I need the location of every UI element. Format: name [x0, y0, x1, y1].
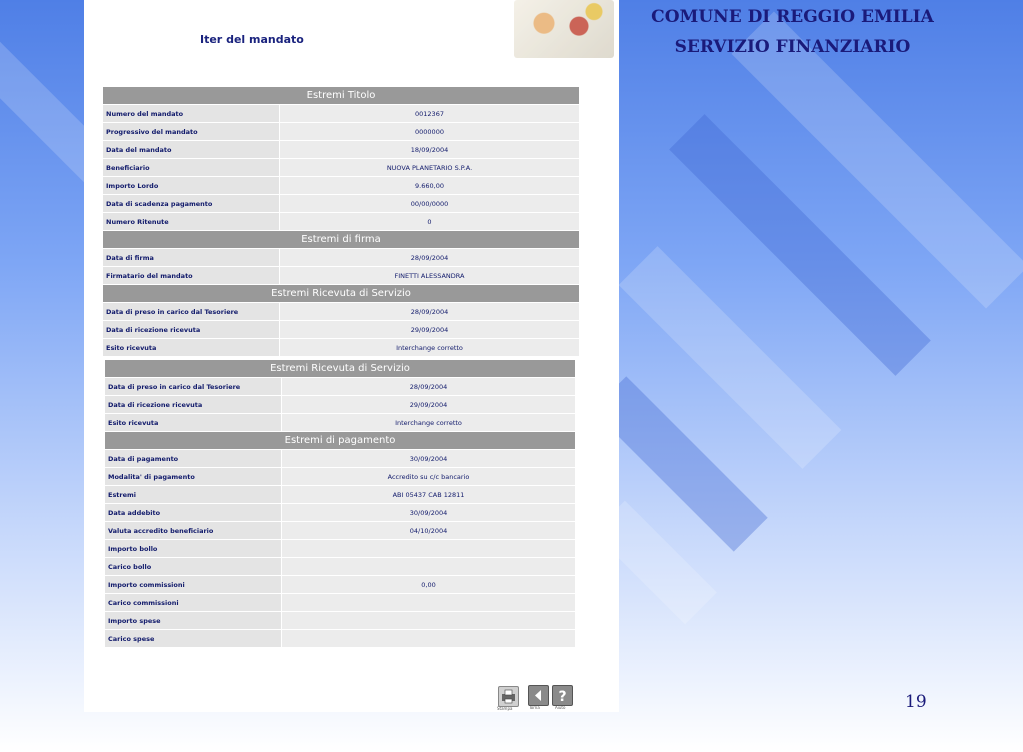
field-value: Interchange corretto [280, 339, 580, 357]
table-row [103, 303, 580, 321]
field-value: 28/09/2004 [280, 249, 580, 267]
page-number: 19 [905, 692, 927, 712]
table-row [103, 213, 580, 231]
print-label: Stampa [497, 706, 513, 711]
table-row [105, 540, 576, 558]
field-value: Accredito su c/c bancario [282, 468, 576, 486]
table-row [103, 195, 580, 213]
field-value: NUOVA PLANETARIO S.P.A. [280, 159, 580, 177]
field-label: Importo commissioni [105, 576, 282, 594]
section-header [105, 360, 576, 378]
back-button[interactable] [528, 685, 549, 706]
field-label: Carico bollo [105, 558, 282, 576]
table-row [105, 576, 576, 594]
field-value: 29/09/2004 [282, 396, 576, 414]
field-label: Data di pagamento [105, 450, 282, 468]
field-label: Carico spese [105, 630, 282, 648]
field-value [282, 612, 576, 630]
section-heading: Estremi di firma [103, 231, 580, 249]
field-value: 00/00/0000 [280, 195, 580, 213]
table-row [105, 558, 576, 576]
table-row [105, 612, 576, 630]
header-line-2: SERVIZIO FINANZIARIO [674, 37, 911, 57]
section-header [103, 285, 580, 303]
field-value: 0 [280, 213, 580, 231]
field-label: Data di ricezione ricevuta [105, 396, 282, 414]
field-value [282, 594, 576, 612]
section-heading: Estremi Ricevuta di Servizio [103, 285, 580, 303]
field-label: Data di preso in carico dal Tesoriere [105, 378, 282, 396]
table-row [103, 267, 580, 285]
mandate-table-bottom [104, 359, 576, 648]
field-label: Data di preso in carico dal Tesoriere [103, 303, 280, 321]
field-label: Data di ricezione ricevuta [103, 321, 280, 339]
field-label: Esito ricevuta [103, 339, 280, 357]
field-value: 29/09/2004 [280, 321, 580, 339]
field-label: Importo bollo [105, 540, 282, 558]
question-icon [553, 686, 572, 705]
field-label: Data addebito [105, 504, 282, 522]
field-value: Interchange corretto [282, 414, 576, 432]
section-header [103, 87, 580, 105]
field-label: Modalita' di pagamento [105, 468, 282, 486]
table-row [105, 396, 576, 414]
table-row [105, 414, 576, 432]
field-value: 04/10/2004 [282, 522, 576, 540]
table-row [105, 594, 576, 612]
table-row [103, 249, 580, 267]
field-value: 28/09/2004 [282, 378, 576, 396]
field-value [282, 558, 576, 576]
field-value: 9.660,00 [280, 177, 580, 195]
section-header [105, 432, 576, 450]
print-button[interactable] [498, 686, 519, 707]
field-label: Estremi [105, 486, 282, 504]
field-value: 0,00 [282, 576, 576, 594]
field-label: Numero Ritenute [103, 213, 280, 231]
header-line-1: COMUNE DI REGGIO EMILIA [651, 7, 934, 27]
svg-text:?: ? [558, 689, 567, 705]
back-label: Torna [529, 705, 540, 710]
printer-icon [499, 687, 518, 706]
field-label: Firmatario del mandato [103, 267, 280, 285]
table-row [105, 450, 576, 468]
field-value: 0000000 [280, 123, 580, 141]
field-value: 30/09/2004 [282, 504, 576, 522]
section-heading: Estremi di pagamento [105, 432, 576, 450]
field-label: Esito ricevuta [105, 414, 282, 432]
table-row [105, 468, 576, 486]
table-row [105, 522, 576, 540]
field-label: Carico commissioni [105, 594, 282, 612]
page-title: Iter del mandato [200, 33, 304, 46]
table-row [103, 177, 580, 195]
mandate-table-top [102, 86, 580, 357]
table-row [103, 321, 580, 339]
field-value: 30/09/2004 [282, 450, 576, 468]
table-row [105, 378, 576, 396]
table-row [105, 486, 576, 504]
field-value: 28/09/2004 [280, 303, 580, 321]
table-row [105, 630, 576, 648]
table-row [103, 123, 580, 141]
screenshot-panel [84, 0, 619, 712]
field-label: Importo spese [105, 612, 282, 630]
table-row [103, 141, 580, 159]
table-row [103, 159, 580, 177]
slide-header [630, 2, 955, 62]
field-label: Importo Lordo [103, 177, 280, 195]
section-header [103, 231, 580, 249]
field-value: ABI 05437 CAB 12811 [282, 486, 576, 504]
section-heading: Estremi Ricevuta di Servizio [105, 360, 576, 378]
field-label: Data di firma [103, 249, 280, 267]
help-button[interactable] [552, 685, 573, 706]
field-label: Numero del mandato [103, 105, 280, 123]
field-value [282, 630, 576, 648]
field-value: 18/09/2004 [280, 141, 580, 159]
field-value [282, 540, 576, 558]
field-label: Data di scadenza pagamento [103, 195, 280, 213]
field-label: Beneficiario [103, 159, 280, 177]
table-row [105, 504, 576, 522]
field-label: Progressivo del mandato [103, 123, 280, 141]
help-label: Aiuto [555, 705, 566, 710]
back-arrow-icon [529, 686, 548, 705]
section-heading: Estremi Titolo [103, 87, 580, 105]
table-row [103, 105, 580, 123]
field-label: Data del mandato [103, 141, 280, 159]
field-value: FINETTI ALESSANDRA [280, 267, 580, 285]
field-value: 0012367 [280, 105, 580, 123]
top-table-clip [84, 0, 619, 358]
field-label: Valuta accredito beneficiario [105, 522, 282, 540]
table-row [103, 339, 580, 357]
